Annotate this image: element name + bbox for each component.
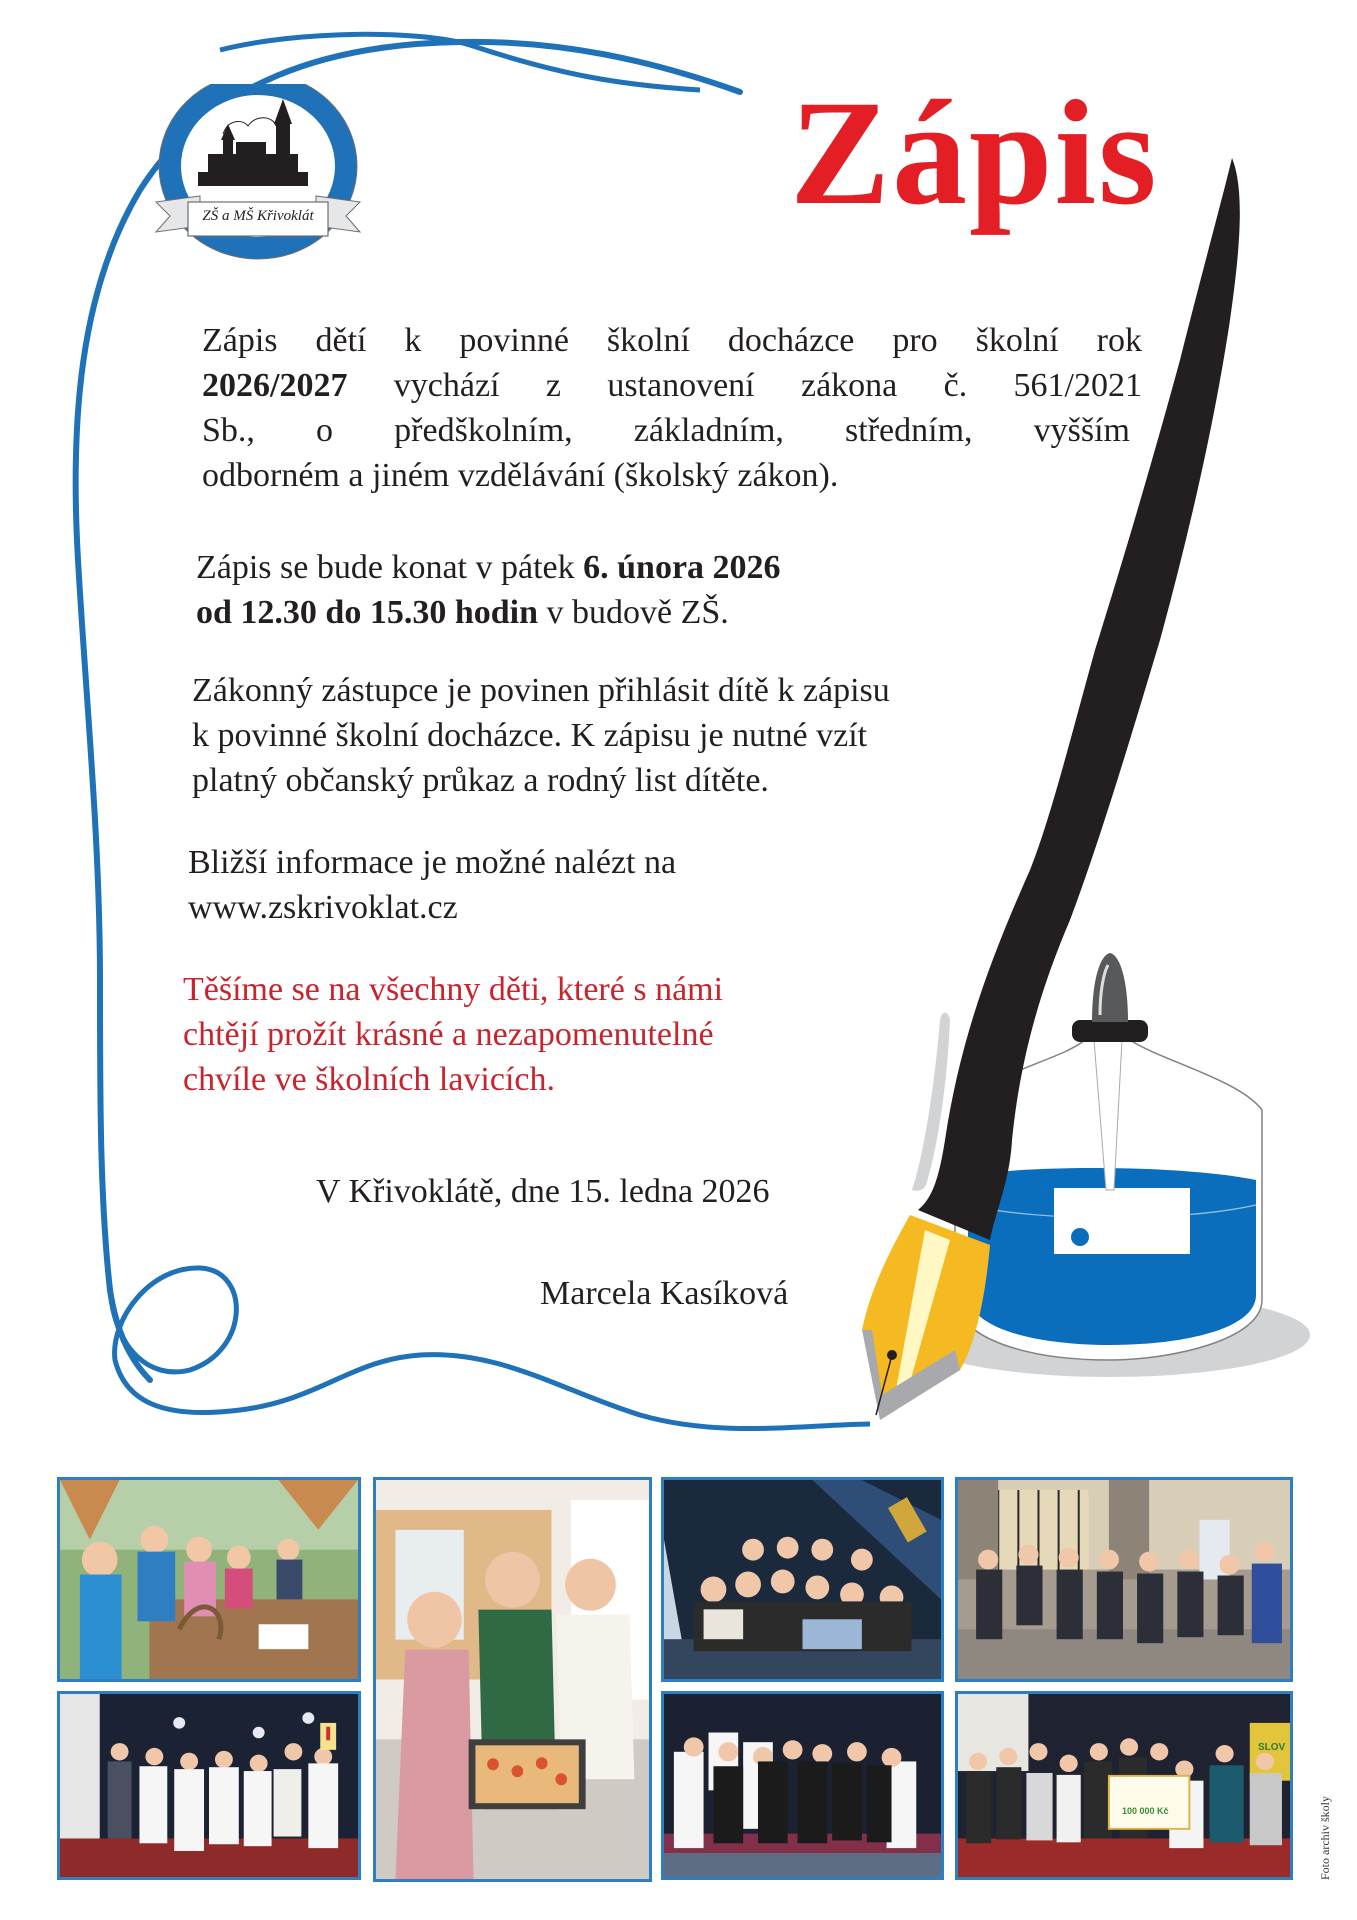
school-year: 2026/2027 (202, 367, 348, 404)
intro-line-3: Sb., o předškolním, základním, středním, vyšším (202, 412, 1130, 449)
schedule-suffix: v budově ZŠ. (538, 594, 729, 631)
bottle-label (1054, 1188, 1190, 1254)
intro-line-1: Zápis dětí k povinné školní docházce pro školní rok (202, 322, 1142, 359)
photo-castle-trip (955, 1477, 1293, 1682)
photo-award-cheque (955, 1691, 1293, 1880)
label-dot (1071, 1228, 1089, 1246)
enrollment-time: od 12.30 do 15.30 hodin (196, 594, 538, 631)
website-link[interactable]: www.zskrivoklat.cz (188, 889, 458, 926)
photo-credit: Foto archiv školy (1318, 1796, 1332, 1880)
intro-line-2 (202, 363, 1142, 408)
photo-baking (373, 1477, 652, 1882)
intro-line-2-rest: vychází z ustanovení zákona č. 561/2021 (347, 367, 1142, 404)
schedule-prefix: Zápis se bude konat v pátek (196, 549, 584, 586)
enrollment-date: 6. února 2026 (583, 549, 781, 586)
school-logo-emblem (148, 84, 368, 264)
signature: Marcela Kasíková (540, 1275, 789, 1312)
dropper-collar (1072, 1020, 1148, 1042)
intro-line-4: odborném a jiném vzdělávání (školský zákon). (202, 457, 839, 494)
banner-text: SLOV (1258, 1742, 1286, 1753)
welcome-line-3: chvíle ve školních lavicích. (183, 1061, 555, 1098)
intro-paragraph (202, 318, 1142, 498)
school-logo-text: ZŠ a MŠ Křivoklát (202, 208, 314, 224)
welcome-line-1: Těšíme se na všechny děti, které s námi (183, 971, 724, 1008)
info-paragraph (188, 840, 888, 930)
photo-theatre-group (661, 1477, 944, 1682)
place-date: V Křivoklátě, dne 15. ledna 2026 (316, 1173, 770, 1210)
requirements-line-2: k povinné školní docházce. K zápisu je nutné vzít (192, 717, 868, 754)
dropper-bulb (1092, 953, 1128, 1022)
requirements-line-3: platný občanský průkaz a rodný list dítěte. (192, 762, 769, 799)
school-logo (148, 84, 368, 264)
photo-angels-devils (661, 1691, 944, 1880)
requirements-paragraph (192, 668, 1092, 803)
info-line: Bližší informace je možné nalézt na (188, 844, 677, 881)
page-title: Zápis (790, 70, 1159, 236)
cheque-amount: 100 000 Kč (1122, 1806, 1169, 1816)
photo-forest-exhibit (57, 1477, 361, 1682)
schedule-line-1 (196, 545, 996, 590)
schedule-line-2 (196, 590, 996, 635)
photo-christmas-play (57, 1691, 361, 1880)
welcome-line-2: chtějí prožít krásné a nezapomenutelné (183, 1016, 714, 1053)
welcome-paragraph (183, 967, 883, 1102)
schedule-paragraph (196, 545, 996, 635)
requirements-line-1: Zákonný zástupce je povinen přihlásit dítě k zápisu (192, 672, 890, 709)
